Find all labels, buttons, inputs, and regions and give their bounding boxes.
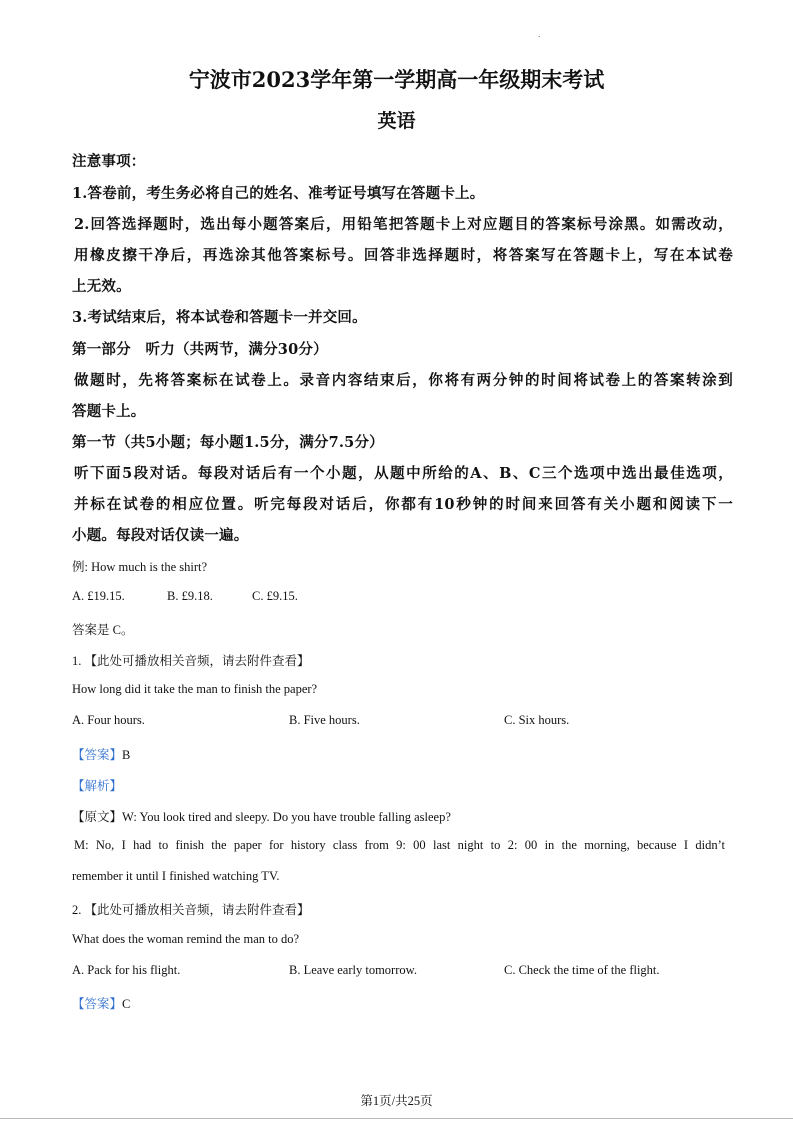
q1-script-m-line-1: M: No, I had to finish the paper for history class from 9: 00 last night to 2: 00 in the morning, because I didn’t bbox=[74, 838, 725, 852]
example-options bbox=[72, 589, 733, 607]
exam-title: 宁波市2023学年第一学期高一年级期末考试 bbox=[188, 67, 605, 92]
q1-script-w-text: W: You look tired and sleepy. Do you have trouble falling asleep? bbox=[122, 810, 451, 824]
q2-answer bbox=[72, 994, 733, 1012]
q1-script-w bbox=[72, 807, 733, 825]
part1-heading: 第一部分 听力（共两节，满分30分） bbox=[72, 341, 328, 358]
notice-heading: 注意事项： bbox=[72, 153, 146, 170]
q1-question: How long did it take the man to finish the paper? bbox=[72, 682, 318, 696]
q1-answer-value: B bbox=[122, 748, 131, 762]
q1-answer-label: 【答案】 bbox=[72, 748, 123, 762]
example-option-b: B. £9.18. bbox=[167, 589, 213, 603]
section1-instr-line-1: 听下面5段对话。每段对话后有一个小题，从题中所给的A、B、C三个选项中选出最佳选项， bbox=[74, 465, 733, 482]
example-option-c: C. £9.15. bbox=[252, 589, 298, 603]
q1-script-label: 【原文】 bbox=[72, 810, 123, 824]
q2-option-b: B. Leave early tomorrow. bbox=[289, 963, 417, 977]
q2-option-c: C. Check the time of the flight. bbox=[504, 963, 660, 977]
q1-script-m-line-2: remember it until I finished watching TV. bbox=[72, 869, 280, 883]
section1-instr-line-3: 小题。每段对话仅读一遍。 bbox=[72, 527, 249, 544]
example-question: 例: How much is the shirt? bbox=[72, 560, 208, 574]
section1-heading: 第一节（共5小题；每小题1.5分，满分7.5分） bbox=[72, 434, 384, 451]
q1-option-c: C. Six hours. bbox=[504, 713, 570, 727]
section1-instr-line-2: 并标在试卷的相应位置。听完每段对话后，你都有10秒钟的时间来回答有关小题和阅读下一 bbox=[74, 496, 733, 513]
q1-analysis-label: 【解析】 bbox=[72, 779, 123, 793]
q2-options bbox=[72, 963, 733, 981]
bottom-rule bbox=[0, 1118, 793, 1119]
q1-option-b: B. Five hours. bbox=[289, 713, 360, 727]
page-footer: 第1页/共25页 bbox=[360, 1094, 433, 1108]
notice-item-3: 3.考试结束后，将本试卷和答题卡一并交回。 bbox=[72, 309, 367, 326]
part1-intro-line-1: 做题时，先将答案标在试卷上。录音内容结束后，你将有两分钟的时间将试卷上的答案转涂到 bbox=[74, 372, 733, 389]
scan-dot: . bbox=[538, 30, 541, 39]
q1-answer bbox=[72, 745, 733, 763]
q2-answer-value: C bbox=[122, 997, 131, 1011]
notice-item-2-line-2: 用橡皮擦干净后，再选涂其他答案标号。回答非选择题时，将答案写在答题卡上，写在本试卷 bbox=[74, 247, 733, 264]
subject-title: 英语 bbox=[377, 110, 416, 132]
q2-question: What does the woman remind the man to do? bbox=[72, 932, 300, 946]
q1-audio[interactable]: 1. 【此处可播放相关音频，请去附件查看】 bbox=[72, 654, 310, 668]
q2-option-a: A. Pack for his flight. bbox=[72, 963, 181, 977]
notice-item-2-line-1: 2.回答选择题时，选出每小题答案后，用铅笔把答题卡上对应题目的答案标号涂黑。如需改动， bbox=[74, 216, 733, 233]
q1-option-a: A. Four hours. bbox=[72, 713, 145, 727]
q2-audio[interactable]: 2. 【此处可播放相关音频，请去附件查看】 bbox=[72, 903, 310, 917]
q2-answer-label: 【答案】 bbox=[72, 997, 123, 1011]
part1-intro-line-2: 答题卡上。 bbox=[72, 403, 146, 420]
notice-item-2-line-3: 上无效。 bbox=[72, 278, 131, 295]
q1-options bbox=[72, 713, 733, 731]
example-answer: 答案是 C。 bbox=[72, 623, 134, 637]
example-option-a: A. £19.15. bbox=[72, 589, 125, 603]
notice-item-1: 1.答卷前，考生务必将自己的姓名、准考证号填写在答题卡上。 bbox=[72, 185, 485, 202]
